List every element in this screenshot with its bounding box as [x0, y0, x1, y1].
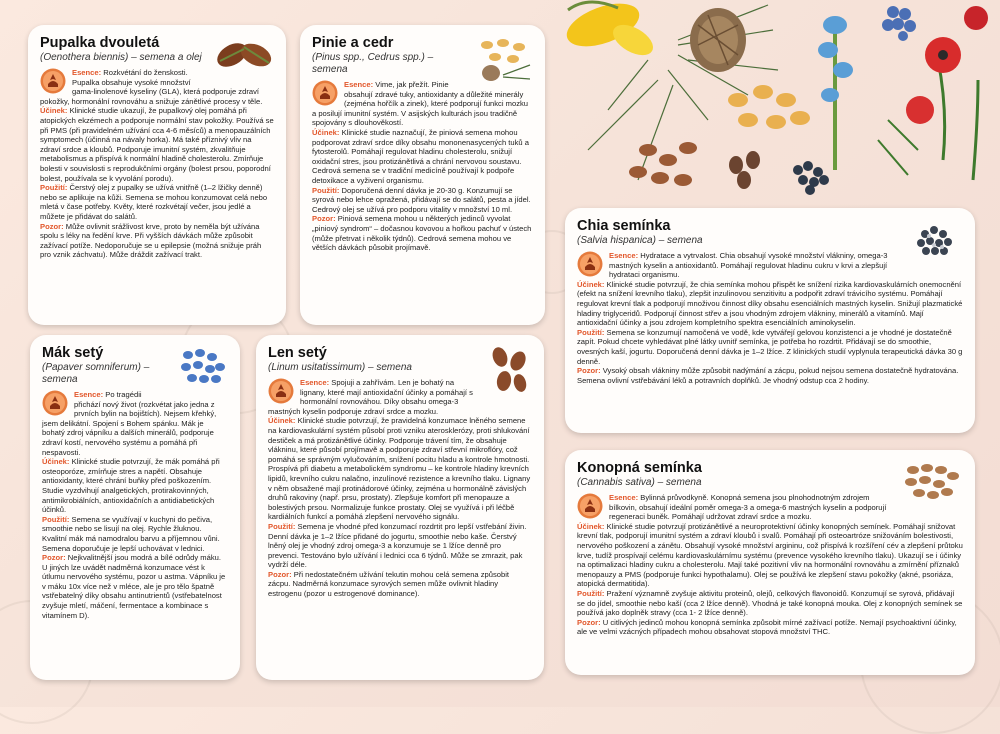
- pozor-text: Nejkvalitnější jsou modrá a bílé odrůdy máku. U jiných lze uvádět nadměrná konzumace vést k útlumu nervového systému, pozor u astma. Vápníku je v máku 10x více než v mléce, ale je pro tělo špatně vstřebatelný díky obsahu antinutrientů (vstřebatelnost zvyšuje mletí, máčení, fermentace a kombinace s vitamínem D).: [42, 553, 226, 620]
- card-title: Konopná semínka: [577, 460, 702, 476]
- card-latin-name: (Cannabis sativa) – semena: [577, 477, 702, 488]
- esence-label: Esence:: [300, 378, 330, 387]
- pozor-text: Při nedostatečném užívání tekutin mohou celá semena způsobit zácpu. Nadměrná konzumace syrových semen může ovlivnit hladiny estrogenu (pozor u estrogenové dominance).: [268, 569, 510, 599]
- card-latin-name: (Pinus spp., Cedrus spp.) – semena: [312, 52, 434, 75]
- card-title: Pupalka dvouletá: [40, 35, 160, 51]
- ucinek-text: Klinické studie naznačují, že piniová semena mohou podporovat zdraví srdce díky obsahu mononenasycených tuků a fytosterolů. Pomáhají regulovat hladinu cholesterolu, snižují oxidační stres, jsou protizánětlivá a chrání nervovou soustavu. Cedrová semena se v tradiční medicíně používají k podpoře detoxikace a vyživení organismu.: [312, 127, 529, 185]
- card-title: Chia semínka: [577, 218, 671, 234]
- pozor-label: Pozor:: [577, 366, 601, 376]
- ucinek-text: Klinické studie ukazují, že pupalkový olej pomáhá při atopických ekzémech a podporuje normální stav pokožky. Používá se při PMS (při pravidelném užívání cca 4-6 měsíců) a menopauzálních symptomech (účinná na návaly horka). Má také příznivý vliv na zdraví srdce a kloubů. Podporuje imunitní systém, zkvalitňuje metabolismus a přispívá k normální hladině cholesterolu. Zmírňuje bolesti v souvislosti s reprodukčními orgány (bolest prsou, poporodní bolest, používala se k vyvolání porodu).: [40, 106, 274, 183]
- ucinek-label: Účinek:: [42, 457, 70, 467]
- pozor-text: U citlivých jedinců mohou konopná semínka způsobit mírné zažívací potíže. Nemají psychoaktivní účinky, ale ve velmi vzácných případech mohou obsahovat stopová množství THC.: [577, 617, 957, 637]
- card-pinie: [300, 25, 545, 325]
- pouziti-text: Doporučená denní dávka je 20-30 g. Konzumují se syrová nebo lehce opražená, přidávají se do salátů, pesta a jídel. Cedrový olej se užívá pro podporu vitality v množství 10 ml.: [312, 185, 531, 214]
- card-title: Mák setý: [42, 345, 104, 361]
- essence-badge-icon: [312, 80, 338, 106]
- pouziti-label: Použití:: [40, 183, 68, 193]
- ucinek-label: Účinek:: [577, 279, 605, 289]
- pouziti-text: Semena je vhodné před konzumací rozdrtit pro lepší vstřebání živin. Denní dávka je 1–2 lžíce přidané do jogurtu, smoothie nebo kaše. Čerstvý lněný olej je vhodný zdroj omega-3 a konzumuje se 1 lžíce denně pro prevenci. Testováno bylo užívání i lednici cca 6 týdnů. Může se zmrazit, pak vydrží déle.: [268, 521, 527, 570]
- pozor-text: Vysoký obsah vlákniny může způsobit nadýmání a zácpu, pokud nejsou semena dostatečně hydratována. Semena ovlivní vstřebávání léků a potravních doplňků. Je vhodný odstup cca 2 hodiny.: [577, 366, 959, 385]
- essence-badge-icon: [577, 251, 603, 277]
- esence-text: Po tragédii přichází nový život (rozkvétat jako jedna z prvních bylin na bojištích). Nejsem křehký, jsem delikátní. Spojení s Bohem spánku. Mák je bohatý zdroj vápníku a dalších minerálů, podporuje zdraví kostí, nervového systému a pomáhá při nespavosti.: [42, 390, 217, 457]
- pouziti-text: Semena se využívají v kuchyni do pečiva, smoothie nebo se lisují na olej. Rychle žluknou. Kvalitní mák má namodralou barvu a příjemnou vůni. Semena doporučuje je lepší uchovávat v lednici.: [42, 514, 220, 553]
- pozor-label: Pozor:: [577, 617, 601, 627]
- pouziti-label: Použití:: [42, 514, 70, 524]
- card-chia: [565, 208, 975, 433]
- pouziti-text: Semena se konzumují namočená ve vodě, kde vytvářejí gelovou konzistenci a je vhodné je dostatečně zapít. Pokud chcete vyhledávat plné látky uvnitř semínka, je potřeba ho rozdrtit. Přidávají se do smoothie, ovesných kaší, jogurtu. Doporučená denní dávka je 1–2 lžíce. Z klinických studií vyplynula terapeutická dávka 30 g denně.: [577, 327, 963, 366]
- esence-label: Esence:: [609, 251, 639, 260]
- card-title: Len setý: [268, 345, 327, 361]
- pine-nuts-image: [475, 35, 533, 83]
- esence-text: Spojuji a zahřívám. Len je bohatý na lignany, které mají antioxidační účinky a pomáhají s hormonální rovnováhou. Díky obsahu omega-3 mastných kyselin podporuje zdraví srdce a mozku.: [268, 378, 473, 416]
- pouziti-label: Použití:: [268, 521, 296, 531]
- card-latin-name: (Linum usitatissimum) – semena: [268, 362, 412, 373]
- pouziti-label: Použití:: [312, 185, 340, 195]
- pouziti-text: Čerstvý olej z pupalky se užívá vnitřně (1–2 lžičky denně) nebo se aplikuje na kůži. Semena se mohou konzumovat celá nebo mletá v čase potřeby. Květy, které rozkvétají večer, jsou jedlé a můžete je přidávat do salátů.: [40, 183, 268, 221]
- card-len: [256, 335, 544, 680]
- pouziti-label: Použití:: [577, 327, 605, 337]
- pozor-text: Piniová semena mohou u některých jedinců vyvolat „piniový syndrom“ – dočasnou kovovou a hořkou pachuť v ústech (může přetrvat i několik týdnů). Cedrová semena mohou ve větších dávkách působit projímavě.: [312, 214, 532, 253]
- poppy-seeds-image: [176, 345, 228, 391]
- ucinek-text: Klinické studie potvrzují, že mák pomáhá při osteoporóze, zmírňuje stres a napětí. Obsahuje antioxidanty, které chrání buňky před poškozením. Studie vyzdvihují analgetických, protirakovinných, antimikrobiálních, antioxidačních a antidiabetických účinků.: [42, 457, 220, 515]
- pozor-label: Pozor:: [268, 569, 292, 579]
- ucinek-label: Účinek:: [312, 127, 340, 137]
- hemp-seeds-image: [901, 460, 963, 504]
- card-mak: [30, 335, 240, 680]
- card-latin-name: (Papaver somniferum) – semena: [42, 362, 150, 385]
- card-konope: [565, 450, 975, 675]
- esence-label: Esence:: [74, 390, 104, 399]
- ucinek-text: Klinické studie potvrzují, že chia semínka mohou přispět ke snížení rizika kardiovaskulárních onemocnění (efekt na snížení krevního tlaku), zlepšit inzulinovou senzitivitu a podpořit zdraví trávicího systému. Pomáhají regulovat krevní tlak a podporují množivou činnost díky obsahu esenciálních mastných kyselin. Snižují plazmatické hladiny triglyceridů. Podporují činnost střev a jsou vhodným zdrojem vlákniny, minerálů a vitamínů. Mají antioxidační účinky a jsou zdrojem kompletního spektra esenciálních aminokyselin.: [577, 279, 963, 328]
- pozor-text: Může ovlivnit srážlivost krve, proto by neměla být užívána spolu s léky na ředění krve. Při vyšších dávkách může způsobit zažívací potíže. Nedoporučuje se u epilepsie (možná snižuje práh pro vznik záchvatu). Může dráždit zažívací trakt.: [40, 221, 262, 260]
- essence-badge-icon: [268, 378, 294, 404]
- esence-text: Rozkvétání do ženskosti. Pupalka obsahuje vysoké množství gama-linolenové kyseliny (GLA), která podporuje zdraví pokožky, hormonální rovnováhu a snižuje zánětlivé procesy v těle.: [40, 68, 263, 106]
- plants-illustration: [548, 0, 1000, 215]
- flax-seeds-image: [486, 345, 532, 397]
- esence-text: Bylinná průvodkyně. Konopná semena jsou plnohodnotným zdrojem bílkovin, obsahují ideální poměr omega-3 a omega-6 mastných kyselin a podporují regeneraci buněk. Pomáhají udržovat zdraví srdce a mozku.: [609, 493, 887, 522]
- card-pupalka: [28, 25, 286, 325]
- ucinek-label: Účinek:: [577, 521, 605, 531]
- pozor-label: Pozor:: [312, 214, 336, 224]
- ucinek-label: Účinek:: [268, 416, 296, 426]
- esence-text: Vime, jak přežít. Pinie obsahují zdravé tuky, antioxidanty a důležité minerály (zejména hořčík a zinek), které podporují funkci mozku a posilují imunitní systém. V asijských kulturách jsou tradičně spojovány s dlouhověkostí.: [312, 80, 529, 128]
- esence-label: Esence:: [344, 80, 374, 89]
- esence-label: Esence:: [609, 493, 639, 502]
- ucinek-text: Klinické studie potvrzují, že pravidelná konzumace lněného semene na kardiovaskulární systém působí proti vzniku aterosklerózy, proti shlukování destiček a má protizánětlivé účinky. Podporuje trávení tím, že obsahuje vlákninu, které působí projímavě a podporuje zdraví střevní mikroflóry, což pomáhá se správným vylučováním, snížení pocitu hladu a kontrole hmotnosti. Prospívá při diabetu a metabolickém syndromu – ke kontrole hladiny krevních lipidů, krevního cukru nalačno, inzulínové rezistence a krevního tlaku. Lignany v něm obsažené mají protinádorové účinky, zejména u hormonálně závislých druhů rakoviny (např. prsu, prostaty). Zlepšuje komfort při menopauze a bolestivých prsou. Normalizuje funkce prostaty. Olej se využívá i při léčbě kardiálních funkcí a pomáhá zlepšení nervového signálu.: [268, 416, 531, 522]
- esence-label: Esence:: [72, 68, 102, 77]
- pozor-label: Pozor:: [42, 553, 66, 563]
- card-latin-name: (Oenothera biennis) – semena a olej: [40, 52, 202, 63]
- evening-primrose-seed-pod-image: [214, 35, 274, 75]
- essence-badge-icon: [42, 390, 68, 416]
- card-title: Pinie a cedr: [312, 35, 394, 51]
- ucinek-label: Účinek:: [40, 106, 68, 116]
- card-latin-name: (Salvia hispanica) – semena: [577, 235, 703, 246]
- essence-badge-icon: [577, 493, 603, 519]
- pouziti-label: Použití:: [577, 588, 605, 598]
- pozor-label: Pozor:: [40, 221, 64, 231]
- chia-seeds-image: [907, 218, 963, 264]
- essence-badge-icon: [40, 68, 66, 94]
- esence-text: Hydratace a vytrvalost. Chia obsahují vysoké množství vlákniny, omega-3 mastných kyselin a antioxidantů. Pomáhají regulovat hladinu cukru v krvi a zlepšují hydrataci organismu.: [609, 251, 888, 280]
- ucinek-text: Klinické studie potvrzují protizánětlivé a neuroprotektivní účinky konopných semínek. Pomáhají snižovat krevní tlak, podporují imunitní systém a zdraví kloubů i svalů. Pomáhají při osteoartróze snižováním bolestivosti, nervového poškození a zánětu. Obsahují vysoké množství argininu, což přispívá k rozšíření cév a zlepšení průtoku krve, tudíž prospívají celému kardiovaskulárnímu systému (prevence vysokého krevního tlaku). Ukazují se i účinky na optimalizaci hladiny cukru a cholesterolu. Mají také pozitivní vliv na hormonální rovnováhu a zmírnění příznaků menopauzy a PMS (podporuje funkci hypothalamu). Olej se používá ke zlepšení stavu pokožky (akné, psoriáza, atopická dermatitida).: [577, 521, 963, 589]
- pouziti-text: Pražení významně zvyšuje aktivitu proteinů, olejů, celkových flavonoidů. Konzumují se syrová, přidávají se do jídel, smoothie nebo kaší (cca 2 lžíce denně). Vhodná je také konopná mouka. Olej z konopných semínek se používá jako doplněk stravy (cca 1- 2 lžíce denně).: [577, 588, 963, 618]
